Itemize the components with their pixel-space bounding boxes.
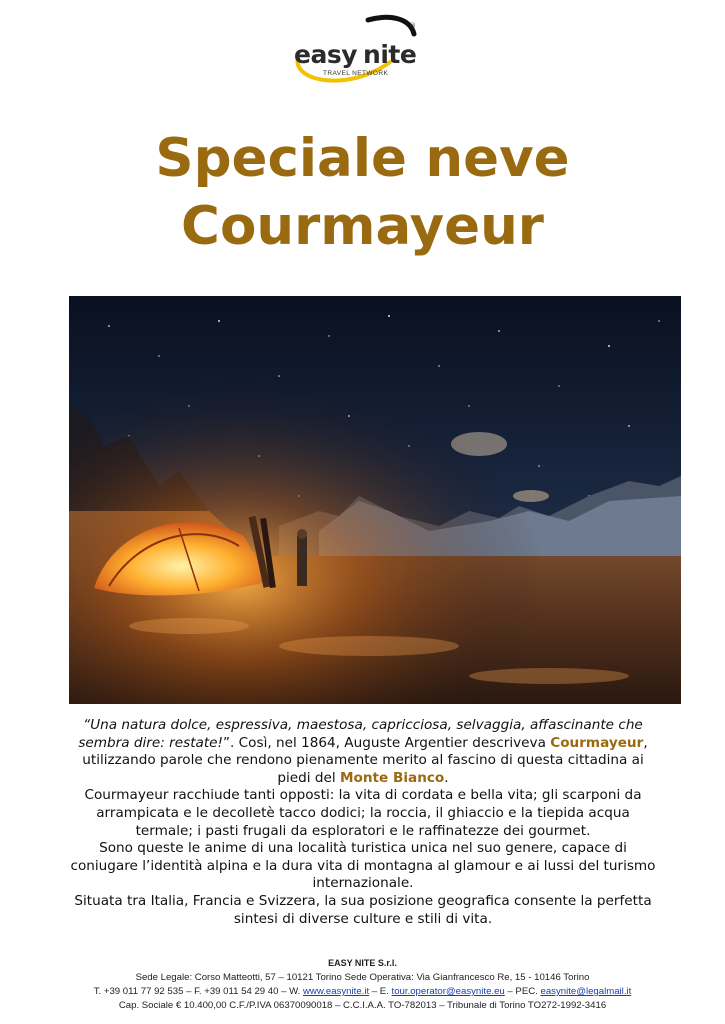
highlight-courmayeur: Courmayeur [550, 734, 644, 751]
paragraph-location: Situata tra Italia, Francia e Svizzera, la sua posizione geografica consente la perfetta sintesi di diverse culture e stili di vita. [74, 892, 652, 927]
body-text [68, 717, 658, 928]
page-title-line2: Courmayeur [181, 196, 544, 257]
footer-addresses: Sede Legale: Corso Matteotti, 57 – 10121 Torino Sede Operativa: Via Gianfrancesco Re, 15 - 10146 Torino [135, 972, 590, 983]
paragraph-opposites: Courmayeur racchiude tanti opposti: la vita di cordata e bella vita; gli scarponi da arrampicata e le decolletè tacco dodici; la roccia, il ghiaccio e la tiepida acqua termale; i pasti frugali da esploratori e le raffinatezze dei gourmet. [84, 787, 642, 839]
footer-contacts [0, 985, 725, 998]
footer-email-label: – E. [369, 986, 392, 997]
logo-tagline: TRAVEL NETWORK [323, 70, 389, 77]
logo-wordmark [294, 40, 416, 69]
footer-pec-label: – PEC. [504, 986, 541, 997]
hero-photo [69, 296, 681, 704]
registered-mark: ® [409, 22, 416, 30]
footer-phone-fax: T. +39 011 77 92 535 – F. +39 011 54 29 40 – W. [93, 986, 303, 997]
night-camp-illustration [69, 296, 681, 704]
highlight-monte-bianco: Monte Bianco [340, 769, 445, 786]
quote-text: “Una natura dolce, espressiva, maestosa, capricciosa, selvaggia, affascinante che sembra dire: restate! [78, 717, 643, 751]
pec-link[interactable]: easynite@legalmail.it [540, 986, 632, 997]
intro-end: . [444, 769, 449, 786]
website-link[interactable]: www.easynite.it [303, 986, 370, 997]
paragraph-intro [68, 717, 658, 787]
page-title-line1: Speciale neve [155, 128, 570, 189]
easynite-logo [290, 12, 430, 87]
footer-legal: Cap. Sociale € 10.400,00 C.F./P.IVA 06370090018 – C.C.I.A.A. TO-782013 – Tribunale di Torino TO272-1992-3416 [118, 1000, 607, 1011]
email-link[interactable]: tour.operator@easynite.eu [391, 986, 505, 997]
paragraph-identity: Sono queste le anime di una località turistica unica nel suo genere, capace di coniugare l’identità alpina e la dura vita di montagna al glamour e ai lussi del turismo internazionale. [70, 840, 656, 892]
quote-attribution: ”. Così, nel 1864, Auguste Argentier descriveva [223, 734, 551, 751]
footer-company: EASY NITE S.r.l. [328, 958, 397, 968]
logo-word-easy: easy [294, 40, 358, 69]
logo-word-nite: nite [363, 40, 417, 69]
intro-middle: , utilizzando parole che rendono pienamente merito al fascino di questa cittadina ai piedi del [82, 734, 648, 786]
